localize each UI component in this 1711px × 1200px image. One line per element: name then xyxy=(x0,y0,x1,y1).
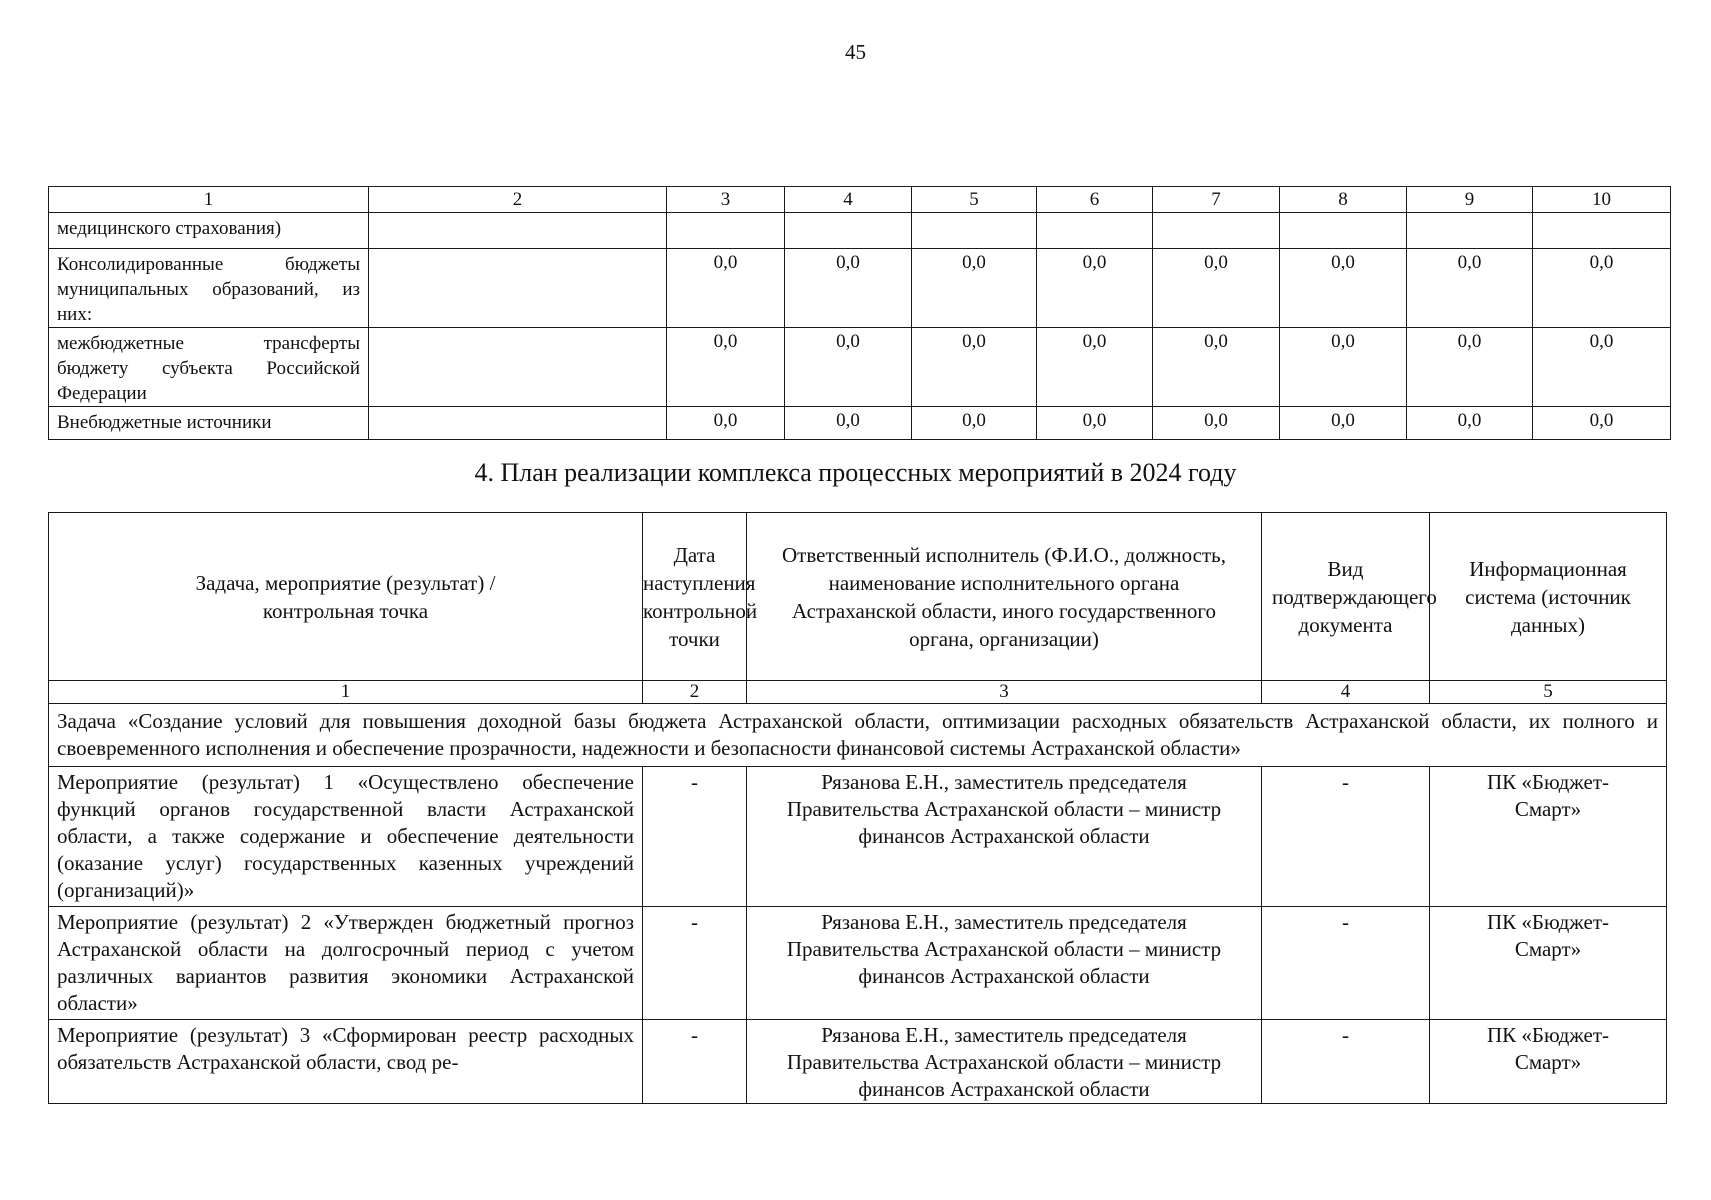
table-header-row xyxy=(49,513,1667,681)
row-label: Консолидированные бюджеты муниципальных образований, из них: xyxy=(49,249,369,328)
document-cell: - xyxy=(1262,907,1430,1020)
task-row xyxy=(49,704,1667,767)
value-cell: 0,0 xyxy=(1280,249,1407,328)
value-cell: 0,0 xyxy=(1037,328,1153,407)
activity-cell: Мероприятие (результат) 2 «Утвержден бюджетный прогноз Астраханской области на долгосрочный период с учетом различных вариантов развития экономики Астраханской области» xyxy=(49,907,643,1020)
table-header-row xyxy=(49,187,1671,213)
value-cell: 0,0 xyxy=(1153,249,1280,328)
column-number: 1 xyxy=(49,681,643,704)
value-cell: 0,0 xyxy=(667,249,785,328)
column-header-task: Задача, мероприятие (результат) / контрольная точка xyxy=(49,513,643,681)
table-row xyxy=(49,328,1671,407)
value-cell: 0,0 xyxy=(1533,328,1671,407)
value-cell xyxy=(1153,213,1280,249)
value-cell xyxy=(1407,213,1533,249)
row-cell xyxy=(369,249,667,328)
value-cell: 0,0 xyxy=(912,407,1037,440)
document-cell: - xyxy=(1262,1020,1430,1104)
column-number: 4 xyxy=(1262,681,1430,704)
value-cell: 0,0 xyxy=(1280,407,1407,440)
table-row xyxy=(49,407,1671,440)
value-cell: 0,0 xyxy=(667,407,785,440)
column-number: 7 xyxy=(1153,187,1280,213)
row-cell xyxy=(369,328,667,407)
column-header-document: Вид подтверждающего документа xyxy=(1262,513,1430,681)
value-cell xyxy=(1280,213,1407,249)
table-row xyxy=(49,213,1671,249)
system-cell: ПК «Бюджет-Смарт» xyxy=(1430,907,1667,1020)
row-cell xyxy=(369,407,667,440)
responsible-cell: Рязанова Е.Н., заместитель председателя Правительства Астраханской области – министр финансов Астраханской области xyxy=(747,767,1262,907)
date-cell: - xyxy=(643,767,747,907)
column-header-date: Дата наступления контрольной точки xyxy=(643,513,747,681)
column-header-responsible: Ответственный исполнитель (Ф.И.О., должность, наименование исполнительного органа Астраханской области, иного государственного органа, организации) xyxy=(747,513,1262,681)
section-title: 4. План реализации комплекса процессных мероприятий в 2024 году xyxy=(474,458,1237,487)
value-cell: 0,0 xyxy=(1407,249,1533,328)
document-cell: - xyxy=(1262,767,1430,907)
column-number: 1 xyxy=(49,187,369,213)
value-cell: 0,0 xyxy=(1153,407,1280,440)
value-cell: 0,0 xyxy=(1533,407,1671,440)
date-cell: - xyxy=(643,1020,747,1104)
value-cell: 0,0 xyxy=(667,328,785,407)
activity-cell: Мероприятие (результат) 3 «Сформирован реестр расходных обязательств Астраханской области, свод ре- xyxy=(49,1020,643,1104)
column-number: 10 xyxy=(1533,187,1671,213)
table-row xyxy=(49,249,1671,328)
value-cell: 0,0 xyxy=(1037,249,1153,328)
column-number: 5 xyxy=(912,187,1037,213)
value-cell: 0,0 xyxy=(912,328,1037,407)
value-cell: 0,0 xyxy=(1407,407,1533,440)
value-cell: 0,0 xyxy=(1280,328,1407,407)
value-cell xyxy=(1037,213,1153,249)
column-number: 3 xyxy=(667,187,785,213)
table-row xyxy=(49,1020,1667,1104)
value-cell: 0,0 xyxy=(1533,249,1671,328)
value-cell xyxy=(912,213,1037,249)
column-number: 2 xyxy=(369,187,667,213)
system-cell: ПК «Бюджет-Смарт» xyxy=(1430,1020,1667,1104)
responsible-cell: Рязанова Е.Н., заместитель председателя Правительства Астраханской области – министр финансов Астраханской области xyxy=(747,1020,1262,1104)
column-number: 5 xyxy=(1430,681,1667,704)
value-cell xyxy=(1533,213,1671,249)
value-cell: 0,0 xyxy=(1153,328,1280,407)
page-number: 45 xyxy=(845,40,866,64)
column-number: 9 xyxy=(1407,187,1533,213)
value-cell: 0,0 xyxy=(1407,328,1533,407)
column-number: 3 xyxy=(747,681,1262,704)
column-number: 4 xyxy=(785,187,912,213)
financing-table xyxy=(48,186,1671,440)
value-cell xyxy=(785,213,912,249)
system-cell: ПК «Бюджет-Смарт» xyxy=(1430,767,1667,907)
activity-cell: Мероприятие (результат) 1 «Осуществлено обеспечение функций органов государственной власти Астраханской области, а также содержание и обеспечение деятельности (оказание услуг) государственных казенных учреждений (организаций)» xyxy=(49,767,643,907)
column-number: 8 xyxy=(1280,187,1407,213)
row-label: медицинского страхования) xyxy=(49,213,369,249)
value-cell: 0,0 xyxy=(785,249,912,328)
table-row xyxy=(49,907,1667,1020)
task-text: Задача «Создание условий для повышения доходной базы бюджета Астраханской области, оптимизации расходных обязательств Астраханской области, их полного и своевременного исполнения и обеспечение прозрачности, надежности и безопасности финансовой системы Астраханской области» xyxy=(49,704,1667,767)
value-cell: 0,0 xyxy=(912,249,1037,328)
date-cell: - xyxy=(643,907,747,1020)
column-numbers-row xyxy=(49,681,1667,704)
value-cell: 0,0 xyxy=(785,407,912,440)
value-cell xyxy=(667,213,785,249)
column-header-system: Информационная система (источник данных) xyxy=(1430,513,1667,681)
row-label: Внебюджетные источники xyxy=(49,407,369,440)
column-number: 6 xyxy=(1037,187,1153,213)
responsible-cell: Рязанова Е.Н., заместитель председателя Правительства Астраханской области – министр финансов Астраханской области xyxy=(747,907,1262,1020)
plan-table xyxy=(48,512,1667,1104)
table-row xyxy=(49,767,1667,907)
column-number: 2 xyxy=(643,681,747,704)
value-cell: 0,0 xyxy=(785,328,912,407)
row-cell xyxy=(369,213,667,249)
value-cell: 0,0 xyxy=(1037,407,1153,440)
row-label: межбюджетные трансферты бюджету субъекта Российской Федерации xyxy=(49,328,369,407)
